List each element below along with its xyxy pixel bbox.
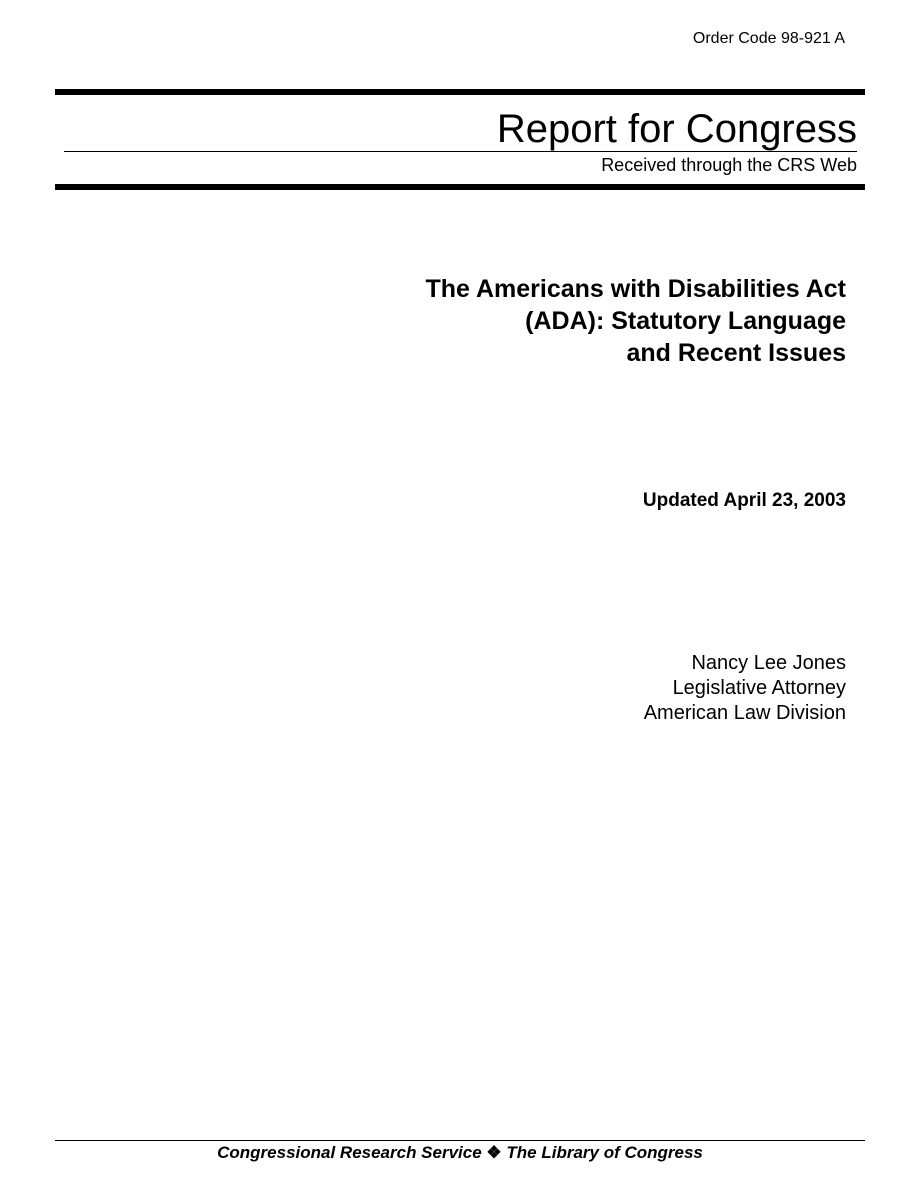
document-title (286, 273, 846, 369)
document-title-line: (ADA): Statutory Language (525, 307, 846, 335)
document-title-line: The Americans with Disabilities Act (425, 275, 846, 303)
footer-rule (55, 1140, 865, 1141)
document-title-line: and Recent Issues (626, 339, 846, 367)
footer (0, 1143, 920, 1163)
author-position: Legislative Attorney (672, 677, 846, 699)
order-code: Order Code 98-921 A (692, 30, 845, 47)
header-bottom-rule (55, 184, 865, 190)
report-title: Report for Congress (496, 107, 857, 151)
updated-date: Updated April 23, 2003 (642, 490, 846, 511)
author-name: Nancy Lee Jones (691, 652, 846, 674)
header-top-rule (55, 89, 865, 95)
report-subtitle: Received through the CRS Web (601, 155, 857, 175)
header-thin-rule (64, 151, 857, 152)
footer-loc: The Library of Congress (506, 1143, 703, 1162)
author-block (644, 651, 846, 726)
diamond-separator-icon: ❖ (486, 1143, 502, 1162)
author-division: American Law Division (643, 702, 846, 724)
footer-crs: Congressional Research Service (217, 1143, 482, 1162)
